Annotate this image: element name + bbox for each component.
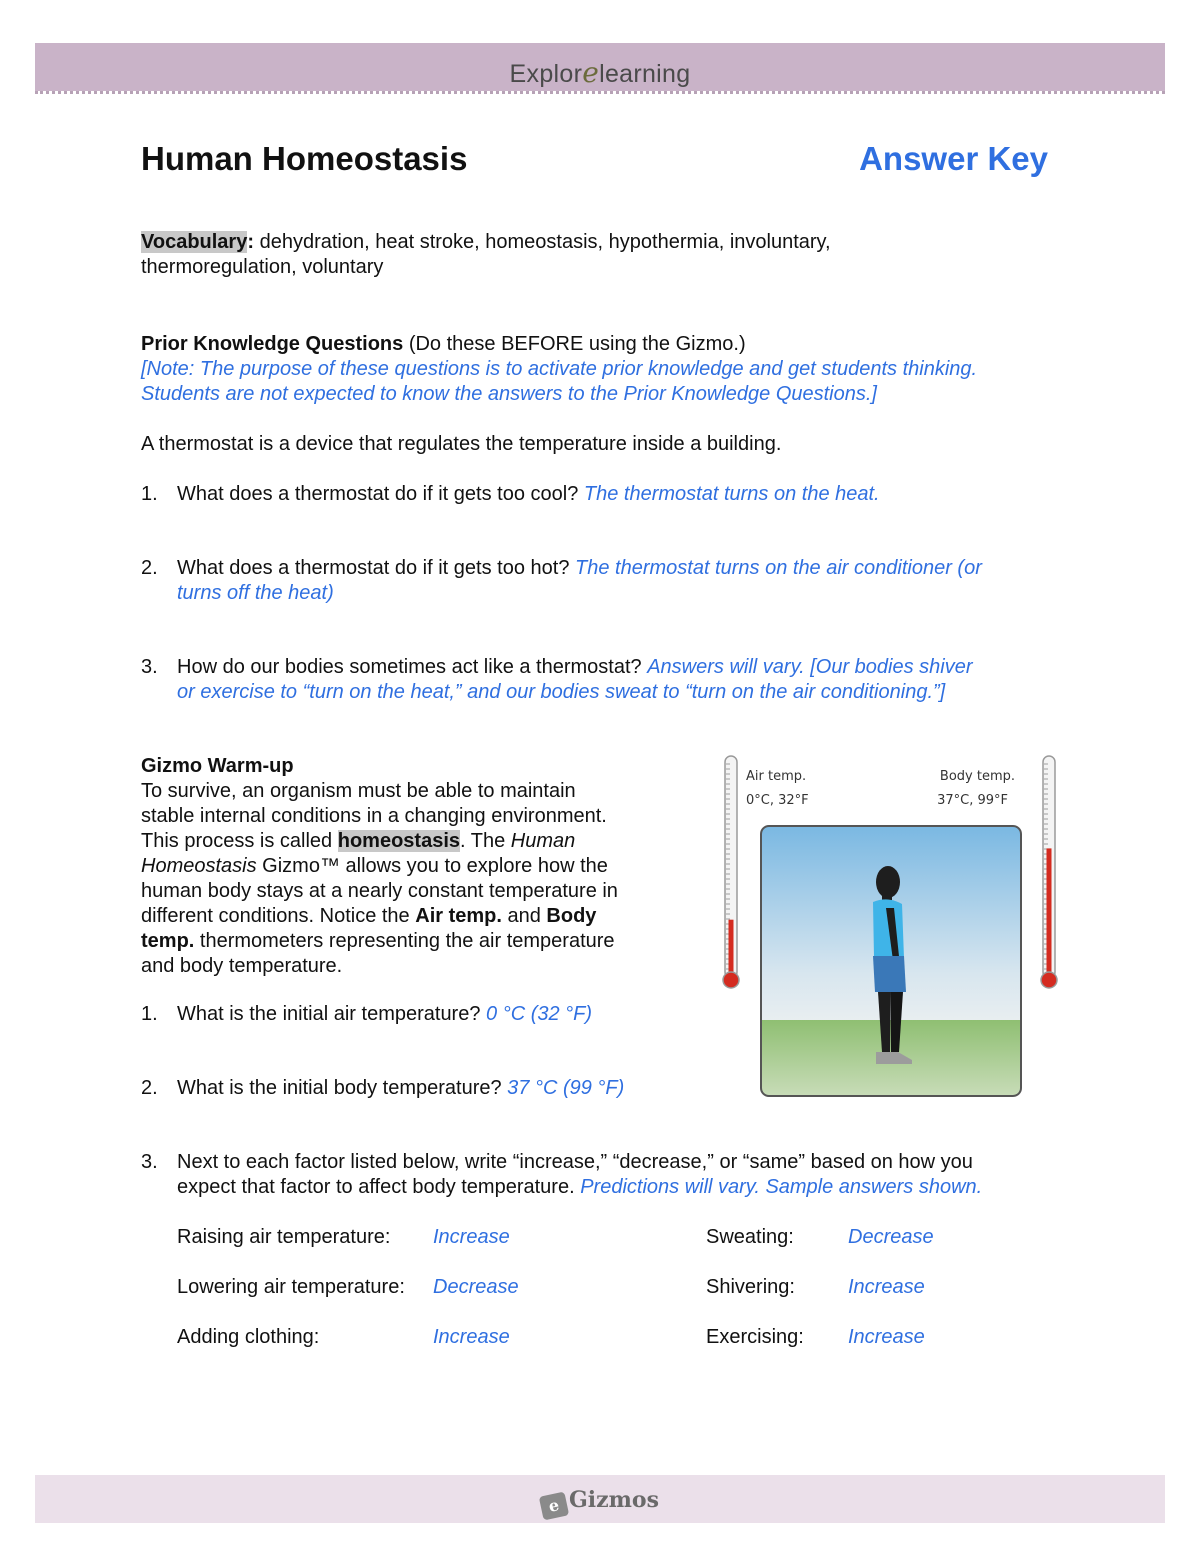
prior-note-line2: Students are not expected to know the answers to the Prior Knowledge Questions.] (141, 383, 877, 405)
factor-label: Shivering: (706, 1276, 795, 1298)
answer: Predictions will vary. Sample answers shown. (580, 1176, 983, 1198)
factor-answer: Increase (433, 1226, 510, 1248)
answer-cont: turns off the heat) (177, 582, 334, 604)
air-thermometer-fill (729, 920, 734, 978)
vocabulary-terms-cont: thermoregulation, voluntary (141, 256, 384, 278)
answer: 0 °C (32 °F) (486, 1003, 593, 1025)
answer-key-label: Answer Key (859, 140, 1048, 177)
page-title: Human Homeostasis (141, 140, 468, 177)
factor-answer: Increase (433, 1326, 510, 1348)
factor-label: Adding clothing: (177, 1326, 320, 1348)
answer: The thermostat turns on the air conditioner (or (575, 557, 982, 579)
gizmo-screenshot (718, 752, 1063, 1102)
warmup-heading: Gizmo Warm-up (141, 755, 294, 777)
warmup-question-3: 3. Next to each factor listed below, write “increase,” “decrease,” or “same” based on how you expect that factor to affect body temperature. Predictions will vary. Sample answers shown. (141, 1151, 983, 1198)
header-divider (35, 91, 1165, 94)
body-temp-value: 37°C, 99°F (937, 793, 1008, 808)
warmup-block: Gizmo Warm-up To survive, an organism must be able to maintain stable internal conditions in a changing environment. This process is called homeostasis. The Human Homeostasis Gizmo™ allows you to explore how the human body stays at a nearly constant temperature in different conditions. Notice the Air temp. and Body temp. thermometers representing the air temperature and body temperature. (141, 755, 618, 977)
homeostasis-term: homeostasis (337, 830, 461, 852)
air-thermometer (723, 756, 739, 988)
prior-question-3: 3. How do our bodies sometimes act like a thermostat? Answers will vary. [Our bodies shiver or exercise to “turn on the heat,” and our bodies sweat to “turn on the air conditioning.”] (141, 655, 1061, 705)
factor-answer: Increase (848, 1326, 925, 1348)
vocabulary-label: Vocabulary (141, 231, 248, 253)
factor-answer: Decrease (848, 1226, 934, 1248)
air-temp-label: Air temp. (746, 769, 807, 784)
answer: The thermostat turns on the heat. (583, 483, 880, 505)
body-temp-label: Body temp. (939, 769, 1015, 784)
answer: 37 °C (99 °F) (507, 1077, 625, 1099)
answer: Answers will vary. [Our bodies shiver (647, 656, 973, 678)
gizmos-logo-icon: e (539, 1492, 569, 1521)
prior-note-line1: [Note: The purpose of these questions is to activate prior knowledge and get students thinking. (141, 358, 978, 380)
factor-label: Lowering air temperature: (177, 1276, 405, 1298)
vocabulary-terms: dehydration, heat stroke, homeostasis, hypothermia, involuntary, (254, 231, 831, 253)
warmup-question-1: 1. What is the initial air temperature? 0 °C (32 °F) (141, 1003, 593, 1025)
prior-question-2: 2. What does a thermostat do if it gets too hot? The thermostat turns on the air conditioner (or turns off the heat) (141, 556, 1061, 606)
explorelearning-logo: Explorelearning (509, 56, 691, 89)
vocabulary-block: Vocabulary: dehydration, heat stroke, homeostasis, hypothermia, involuntary, thermoregulation, voluntary (141, 230, 1061, 280)
answer-cont: or exercise to “turn on the heat,” and our bodies sweat to “turn on the air conditioning.”] (177, 681, 946, 703)
factor-label: Sweating: (706, 1226, 794, 1248)
warmup-question-2: 2. What is the initial body temperature? 37 °C (99 °F) (141, 1077, 625, 1099)
prior-knowledge-block: Prior Knowledge Questions (Do these BEFORE using the Gizmo.) [Note: The purpose of these questions is to activate prior knowledge and get students thinking. Students are not expected to know the answers to the Prior Knowledge Questions.] (141, 332, 1091, 407)
prior-question-1: 1. What does a thermostat do if it gets too cool? The thermostat turns on the heat. (141, 483, 880, 505)
factor-label: Raising air temperature: (177, 1226, 391, 1248)
factor-answer: Increase (848, 1276, 925, 1298)
gizmos-logo: e Gizmos (0, 1487, 1200, 1518)
factor-answer: Decrease (433, 1276, 519, 1298)
prior-knowledge-heading: Prior Knowledge Questions (141, 333, 404, 355)
body-thermometer-fill (1047, 848, 1052, 978)
body-thermometer (1041, 756, 1057, 988)
factor-label: Exercising: (706, 1326, 804, 1348)
air-temp-value: 0°C, 32°F (746, 793, 809, 808)
thermostat-intro: A thermostat is a device that regulates the temperature inside a building. (141, 433, 782, 455)
